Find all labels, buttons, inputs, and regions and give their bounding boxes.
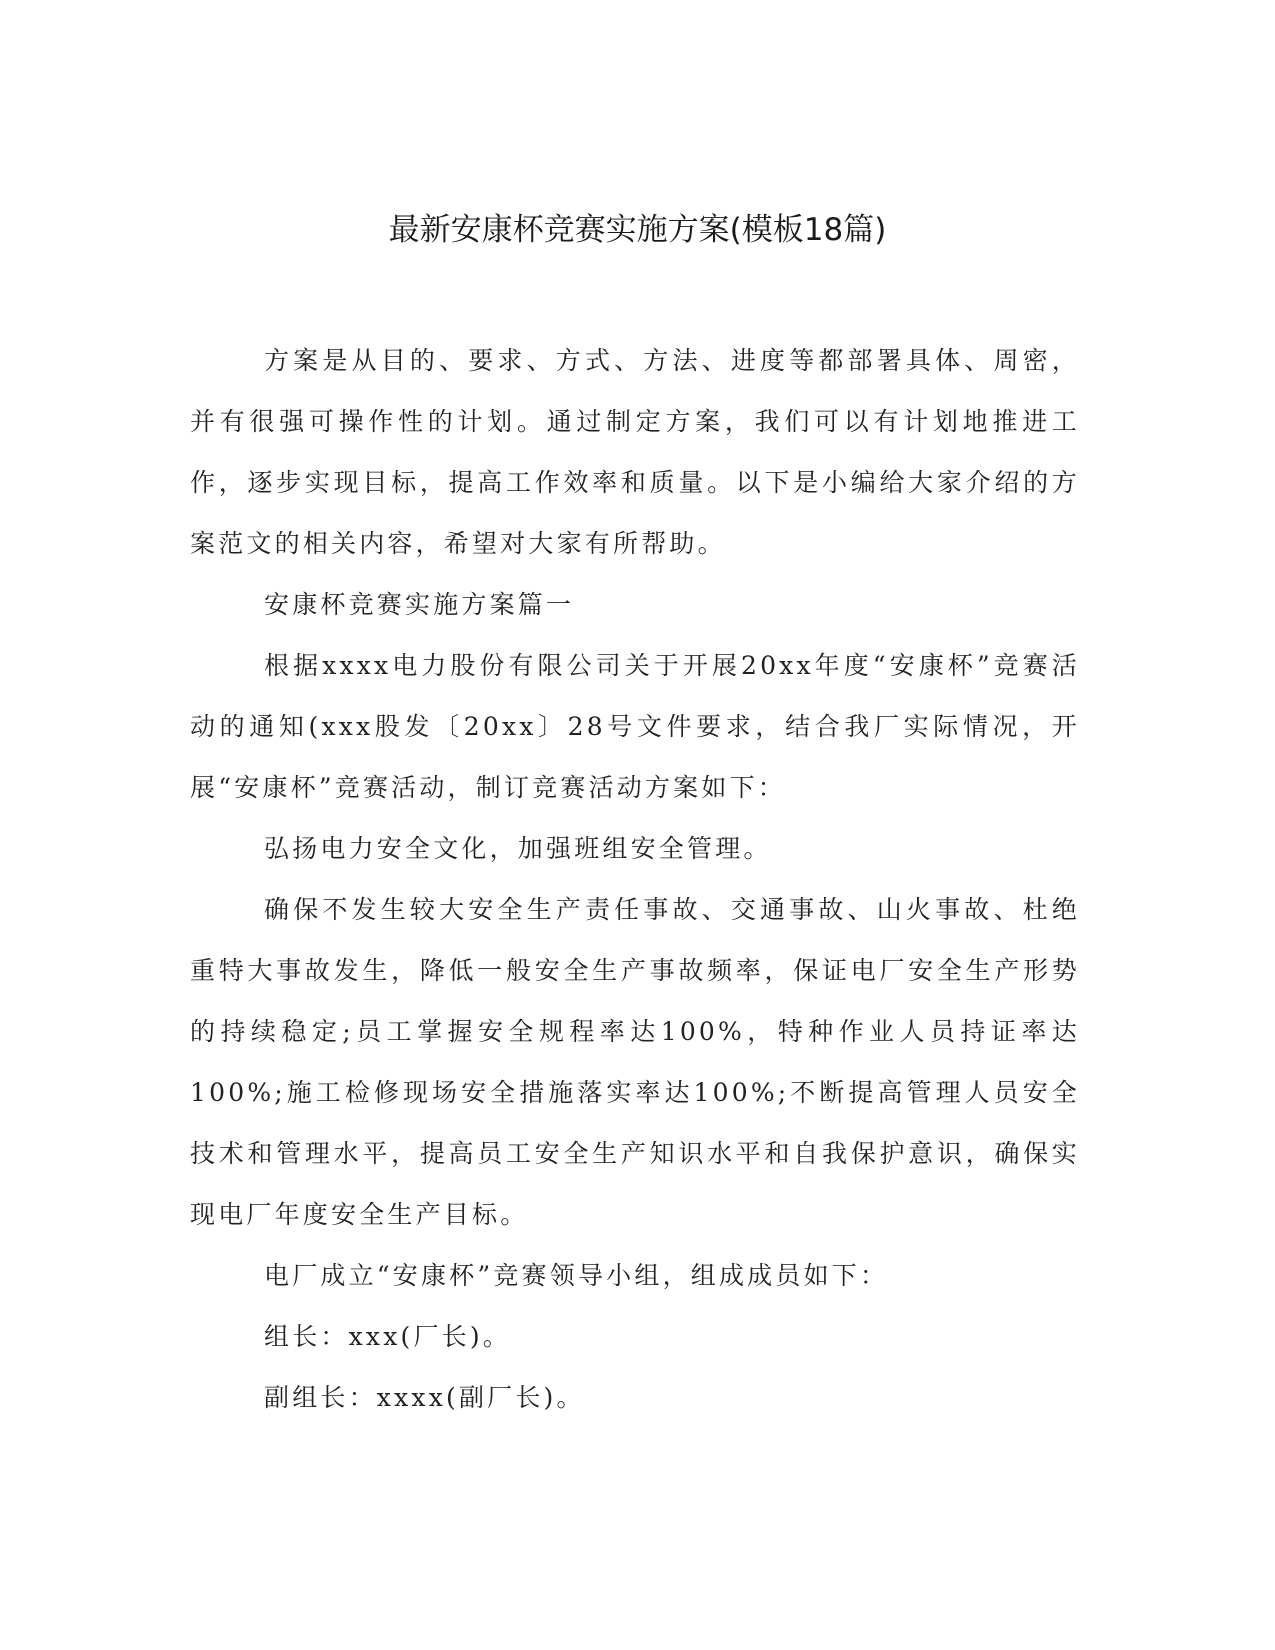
intro-paragraph: 方案是从目的、要求、方式、方法、进度等都部署具体、周密，并有很强可操作性的计划。通过制定方案，我们可以有计划地推进工作，逐步实现目标，提高工作效率和质量。以下是小编给大家介绍的方案范文的相关内容，希望对大家有所帮助。	[190, 346, 1080, 558]
document-title: 最新安康杯竞赛实施方案(模板18篇)	[388, 212, 887, 248]
basis-paragraph: 根据xxxx电力股份有限公司关于开展20xx年度“安康杯”竞赛活动的通知(xxx股发〔20xx〕28号文件要求，结合我厂实际情况，开展“安康杯”竞赛活动，制订竞赛活动方案如下：	[190, 651, 1080, 802]
document-body	[190, 330, 1080, 1428]
leadership-paragraph: 电厂成立“安康杯”竞赛领导小组，组成成员如下：	[264, 1261, 889, 1290]
goals-paragraph: 确保不发生较大安全生产责任事故、交通事故、山火事故、杜绝重特大事故发生，降低一般安全生产事故频率，保证电厂安全生产形势的持续稳定;员工掌握安全规程率达100%，特种作业人员持证率达100%;施工检修现场安全措施落实率达100%;不断提高管理人员安全技术和管理水平，提高员工安全生产知识水平和自我保护意识，确保实现电厂年度安全生产目标。	[190, 895, 1080, 1229]
deputy-leader-line: 副组长：xxxx(副厂长)。	[264, 1383, 585, 1412]
leader-line: 组长：xxx(厂长)。	[264, 1322, 512, 1351]
section-heading: 安康杯竞赛实施方案篇一	[264, 590, 575, 619]
purpose-paragraph: 弘扬电力安全文化，加强班组安全管理。	[264, 834, 772, 863]
